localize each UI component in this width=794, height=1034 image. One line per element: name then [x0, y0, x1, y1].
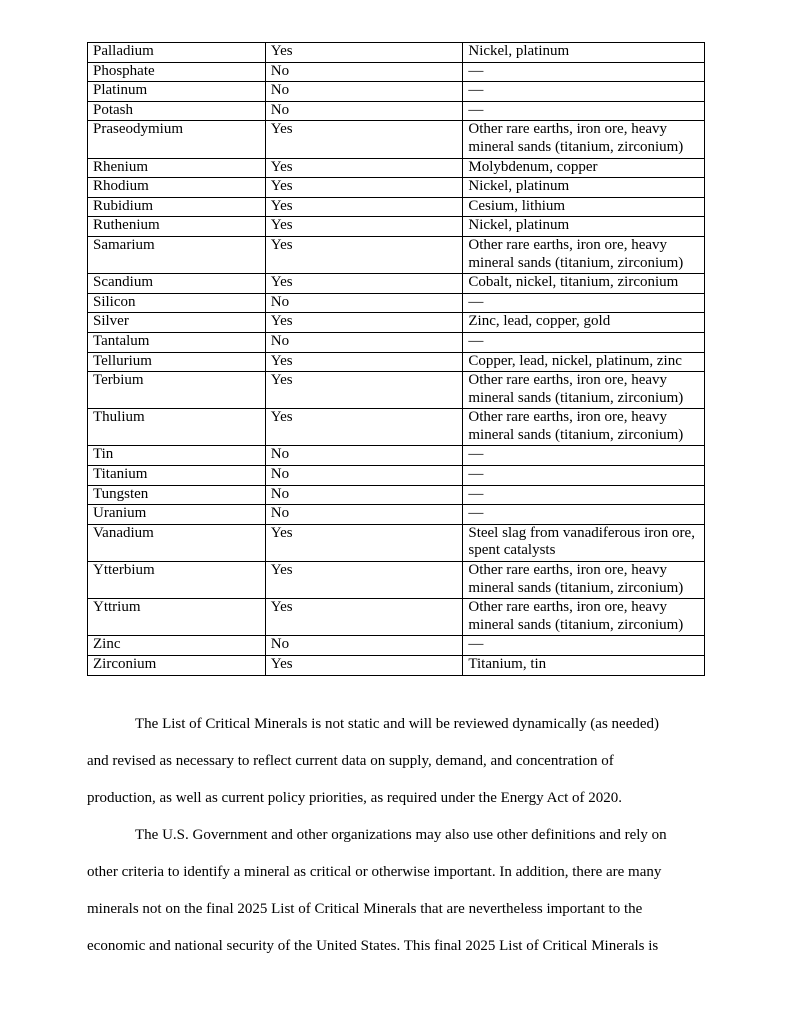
- byproduct-of-cell: Molybdenum, copper: [463, 158, 705, 178]
- mineral-cell: Silver: [88, 313, 266, 333]
- byproduct-of-cell: Other rare earths, iron ore, heavy mineral sands (titanium, zirconium): [463, 409, 705, 446]
- table-row: [88, 466, 705, 486]
- mineral-cell: Yttrium: [88, 599, 266, 636]
- byproduct-of-cell: —: [463, 101, 705, 121]
- mineral-cell: Scandium: [88, 274, 266, 294]
- table-row: [88, 505, 705, 525]
- table-row: [88, 274, 705, 294]
- table-row: [88, 524, 705, 561]
- mineral-cell: Silicon: [88, 293, 266, 313]
- mineral-cell: Ruthenium: [88, 217, 266, 237]
- critical-cell: Yes: [265, 409, 463, 446]
- byproduct-of-cell: —: [463, 62, 705, 82]
- table-row: [88, 82, 705, 102]
- paragraph-line: The List of Critical Minerals is not static and will be reviewed dynamically (as needed): [135, 716, 660, 732]
- table-row: [88, 217, 705, 237]
- table-body: [88, 43, 705, 676]
- critical-cell: No: [265, 485, 463, 505]
- byproduct-of-cell: —: [463, 293, 705, 313]
- byproduct-of-cell: Other rare earths, iron ore, heavy mineral sands (titanium, zirconium): [463, 599, 705, 636]
- mineral-cell: Zirconium: [88, 656, 266, 676]
- mineral-cell: Thulium: [88, 409, 266, 446]
- table-row: [88, 485, 705, 505]
- table-row: [88, 372, 705, 409]
- paragraph-line: and revised as necessary to reflect current data on supply, demand, and concentration of: [87, 753, 614, 769]
- byproduct-of-cell: Other rare earths, iron ore, heavy mineral sands (titanium, zirconium): [463, 562, 705, 599]
- byproduct-of-cell: —: [463, 485, 705, 505]
- table-row: [88, 101, 705, 121]
- byproduct-of-cell: Titanium, tin: [463, 656, 705, 676]
- table-row: [88, 197, 705, 217]
- paragraph-other-definitions: [87, 825, 707, 973]
- critical-cell: Yes: [265, 217, 463, 237]
- critical-cell: Yes: [265, 178, 463, 198]
- critical-cell: No: [265, 293, 463, 313]
- critical-cell: Yes: [265, 274, 463, 294]
- critical-cell: No: [265, 332, 463, 352]
- critical-cell: Yes: [265, 524, 463, 561]
- mineral-cell: Tellurium: [88, 352, 266, 372]
- mineral-cell: Rubidium: [88, 197, 266, 217]
- critical-cell: No: [265, 446, 463, 466]
- byproduct-of-cell: Steel slag from vanadiferous iron ore, spent catalysts: [463, 524, 705, 561]
- mineral-cell: Zinc: [88, 636, 266, 656]
- byproduct-of-cell: —: [463, 505, 705, 525]
- critical-cell: Yes: [265, 599, 463, 636]
- critical-cell: Yes: [265, 197, 463, 217]
- mineral-cell: Tin: [88, 446, 266, 466]
- critical-cell: No: [265, 466, 463, 486]
- critical-cell: Yes: [265, 313, 463, 333]
- mineral-cell: Tungsten: [88, 485, 266, 505]
- mineral-cell: Platinum: [88, 82, 266, 102]
- critical-cell: Yes: [265, 236, 463, 273]
- mineral-cell: Tantalum: [88, 332, 266, 352]
- mineral-cell: Vanadium: [88, 524, 266, 561]
- byproduct-of-cell: —: [463, 466, 705, 486]
- mineral-cell: Rhodium: [88, 178, 266, 198]
- critical-cell: Yes: [265, 372, 463, 409]
- paragraph-line: economic and national security of the United States. This final 2025 List of Critical Minerals is: [87, 938, 659, 954]
- critical-cell: Yes: [265, 158, 463, 178]
- paragraph-line: minerals not on the final 2025 List of Critical Minerals that are nevertheless important to the: [87, 901, 643, 917]
- byproduct-of-cell: Cobalt, nickel, titanium, zirconium: [463, 274, 705, 294]
- byproduct-of-cell: Nickel, platinum: [463, 178, 705, 198]
- byproduct-of-cell: Zinc, lead, copper, gold: [463, 313, 705, 333]
- mineral-cell: Terbium: [88, 372, 266, 409]
- paragraph-line: The U.S. Government and other organizations may also use other definitions and rely on: [135, 827, 667, 843]
- byproduct-of-cell: —: [463, 332, 705, 352]
- critical-minerals-table: [87, 42, 705, 676]
- table-row: [88, 178, 705, 198]
- mineral-cell: Ytterbium: [88, 562, 266, 599]
- critical-cell: Yes: [265, 656, 463, 676]
- critical-cell: No: [265, 62, 463, 82]
- table-row: [88, 446, 705, 466]
- critical-cell: No: [265, 101, 463, 121]
- paragraph-line: other criteria to identify a mineral as critical or otherwise important. In addition, there are many: [87, 864, 662, 880]
- table-row: [88, 121, 705, 158]
- table-row: [88, 409, 705, 446]
- byproduct-of-cell: —: [463, 82, 705, 102]
- table-row: [88, 313, 705, 333]
- table-row: [88, 236, 705, 273]
- table-row: [88, 636, 705, 656]
- mineral-cell: Potash: [88, 101, 266, 121]
- mineral-cell: Samarium: [88, 236, 266, 273]
- byproduct-of-cell: Other rare earths, iron ore, heavy mineral sands (titanium, zirconium): [463, 372, 705, 409]
- critical-cell: Yes: [265, 43, 463, 63]
- table-row: [88, 599, 705, 636]
- mineral-cell: Rhenium: [88, 158, 266, 178]
- table-row: [88, 158, 705, 178]
- critical-cell: No: [265, 505, 463, 525]
- critical-cell: Yes: [265, 352, 463, 372]
- mineral-cell: Palladium: [88, 43, 266, 63]
- critical-cell: No: [265, 82, 463, 102]
- table-row: [88, 43, 705, 63]
- table-row: [88, 352, 705, 372]
- mineral-cell: Phosphate: [88, 62, 266, 82]
- byproduct-of-cell: Nickel, platinum: [463, 217, 705, 237]
- table-row: [88, 293, 705, 313]
- table-row: [88, 562, 705, 599]
- mineral-cell: Praseodymium: [88, 121, 266, 158]
- byproduct-of-cell: Nickel, platinum: [463, 43, 705, 63]
- byproduct-of-cell: Other rare earths, iron ore, heavy mineral sands (titanium, zirconium): [463, 121, 705, 158]
- critical-cell: Yes: [265, 562, 463, 599]
- table-row: [88, 62, 705, 82]
- mineral-cell: Titanium: [88, 466, 266, 486]
- mineral-cell: Uranium: [88, 505, 266, 525]
- paragraph-list-not-static: [87, 714, 707, 825]
- table-row: [88, 656, 705, 676]
- byproduct-of-cell: Copper, lead, nickel, platinum, zinc: [463, 352, 705, 372]
- table-row: [88, 332, 705, 352]
- critical-cell: Yes: [265, 121, 463, 158]
- byproduct-of-cell: —: [463, 636, 705, 656]
- critical-cell: No: [265, 636, 463, 656]
- byproduct-of-cell: —: [463, 446, 705, 466]
- byproduct-of-cell: Cesium, lithium: [463, 197, 705, 217]
- paragraph-line: production, as well as current policy priorities, as required under the Energy Act of 2020.: [87, 790, 622, 806]
- byproduct-of-cell: Other rare earths, iron ore, heavy mineral sands (titanium, zirconium): [463, 236, 705, 273]
